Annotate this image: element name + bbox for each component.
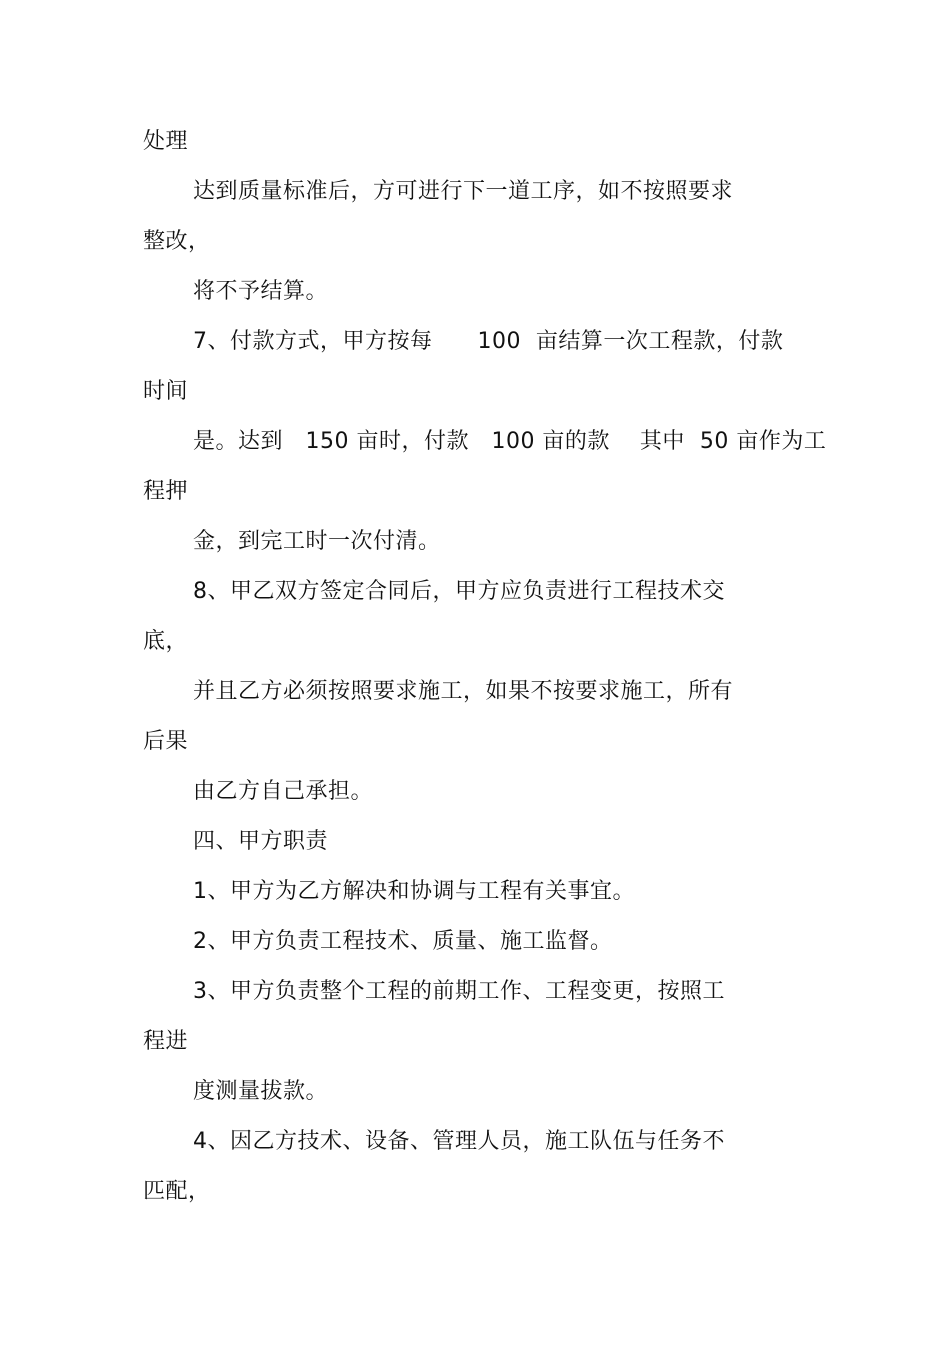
text-line: 后果	[143, 729, 189, 754]
text-line: 由乙方自己承担。	[193, 779, 374, 804]
text-line: 1、甲方为乙方解决和协调与工程有关事宜。	[193, 879, 635, 904]
text-line: 整改，	[143, 229, 211, 254]
text-line: 时间	[143, 379, 189, 404]
text-line: 匹配，	[143, 1179, 211, 1204]
text-line: 程押	[143, 479, 189, 504]
text-line: 3、甲方负责整个工程的前期工作、工程变更，按照工	[193, 979, 725, 1004]
text-line: 底，	[143, 629, 189, 654]
text-line: 8、甲乙双方签定合同后，甲方应负责进行工程技术交	[193, 579, 725, 604]
text-line: 处理	[143, 129, 189, 154]
text-line: 将不予结算。	[193, 279, 329, 304]
text-line: 并且乙方必须按照要求施工，如果不按要求施工，所有	[193, 679, 734, 704]
section-heading: 四、甲方职责	[193, 829, 329, 854]
text-line: 4、因乙方技术、设备、管理人员，施工队伍与任务不	[193, 1129, 725, 1154]
text-line: 程进	[143, 1029, 189, 1054]
text-line: 金，到完工时一次付清。	[193, 529, 441, 554]
text-line: 7、付款方式，甲方按每 100 亩结算一次工程款，付款	[193, 329, 784, 354]
text-line: 度测量拔款。	[193, 1079, 329, 1104]
text-line: 是。达到 150 亩时，付款 100 亩的款 其中 50 亩作为工	[193, 429, 827, 454]
text-line: 2、甲方负责工程技术、质量、施工监督。	[193, 929, 613, 954]
text-line: 达到质量标准后，方可进行下一道工序，如不按照要求	[193, 179, 734, 204]
